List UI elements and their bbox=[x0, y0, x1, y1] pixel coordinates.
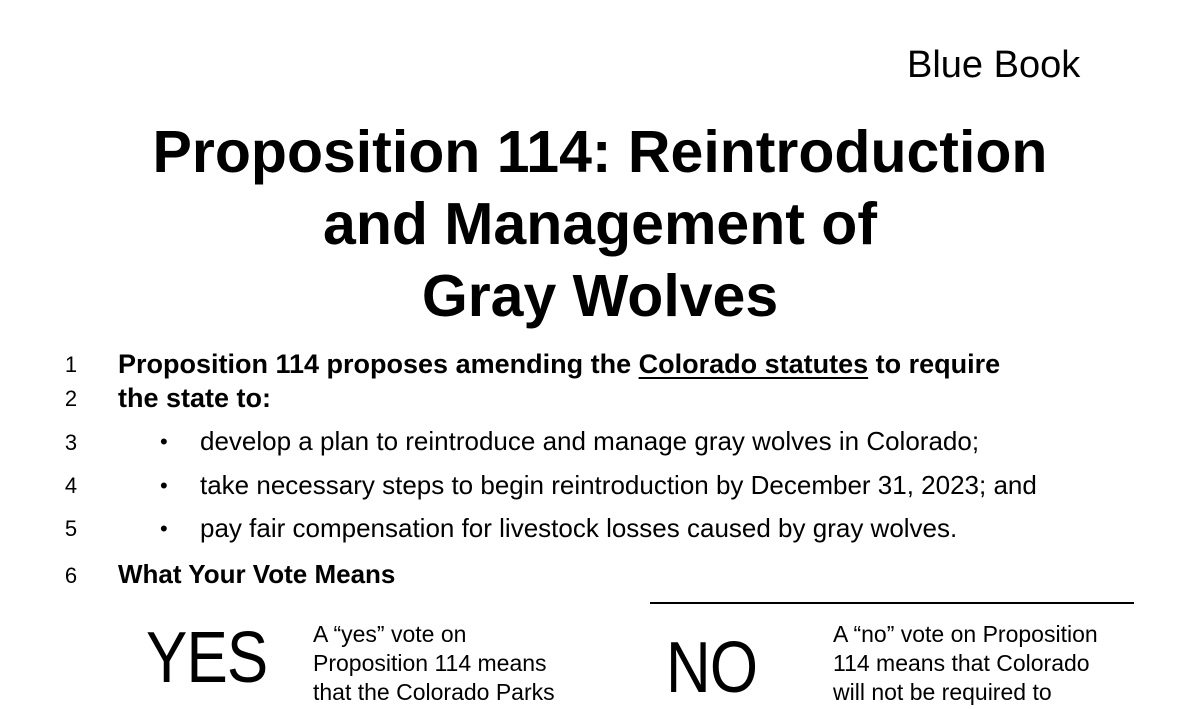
line-number: 2 bbox=[64, 386, 78, 411]
title-line-1: Proposition 114: Reintroduction bbox=[152, 119, 1048, 185]
intro-line-1 bbox=[118, 347, 1000, 381]
title-line-2: and Management of bbox=[323, 191, 877, 257]
bullet-icon: • bbox=[160, 516, 168, 541]
colorado-statutes-link[interactable]: Colorado statutes bbox=[638, 349, 869, 379]
intro-text-after: to require bbox=[868, 349, 1001, 379]
page-title bbox=[0, 117, 1200, 333]
bullet-item: pay fair compensation for livestock losses caused by gray wolves. bbox=[200, 513, 958, 543]
divider bbox=[650, 602, 1134, 604]
line-number: 6 bbox=[64, 563, 78, 588]
bullet-item: take necessary steps to begin reintroduction by December 31, 2023; and bbox=[200, 470, 1037, 500]
bullet-item: develop a plan to reintroduce and manage gray wolves in Colorado; bbox=[200, 426, 980, 456]
title-line-3: Gray Wolves bbox=[421, 263, 779, 329]
bullet-icon: • bbox=[160, 473, 168, 498]
yes-description-line: that the Colorado Parks bbox=[313, 679, 555, 705]
yes-description-line: Proposition 114 means bbox=[313, 650, 547, 676]
section-heading: What Your Vote Means bbox=[118, 559, 396, 589]
no-description bbox=[833, 620, 1098, 707]
line-number: 3 bbox=[64, 430, 78, 455]
yes-label: YES bbox=[146, 618, 268, 698]
intro-line-2: the state to: bbox=[118, 383, 272, 413]
yes-description-line: A “yes” vote on bbox=[313, 621, 467, 647]
yes-description bbox=[313, 620, 555, 707]
line-number: 4 bbox=[64, 473, 78, 498]
line-number: 5 bbox=[64, 516, 78, 541]
bullet-icon: • bbox=[160, 429, 168, 454]
line-number: 1 bbox=[64, 352, 78, 377]
intro-text-before: Proposition 114 proposes amending the bbox=[118, 349, 639, 379]
no-description-line: 114 means that Colorado bbox=[833, 650, 1090, 676]
no-description-line: A “no” vote on Proposition bbox=[833, 621, 1098, 647]
blue-book-label: Blue Book bbox=[907, 44, 1081, 86]
no-label: NO bbox=[666, 628, 758, 708]
no-description-line: will not be required to bbox=[833, 679, 1052, 705]
